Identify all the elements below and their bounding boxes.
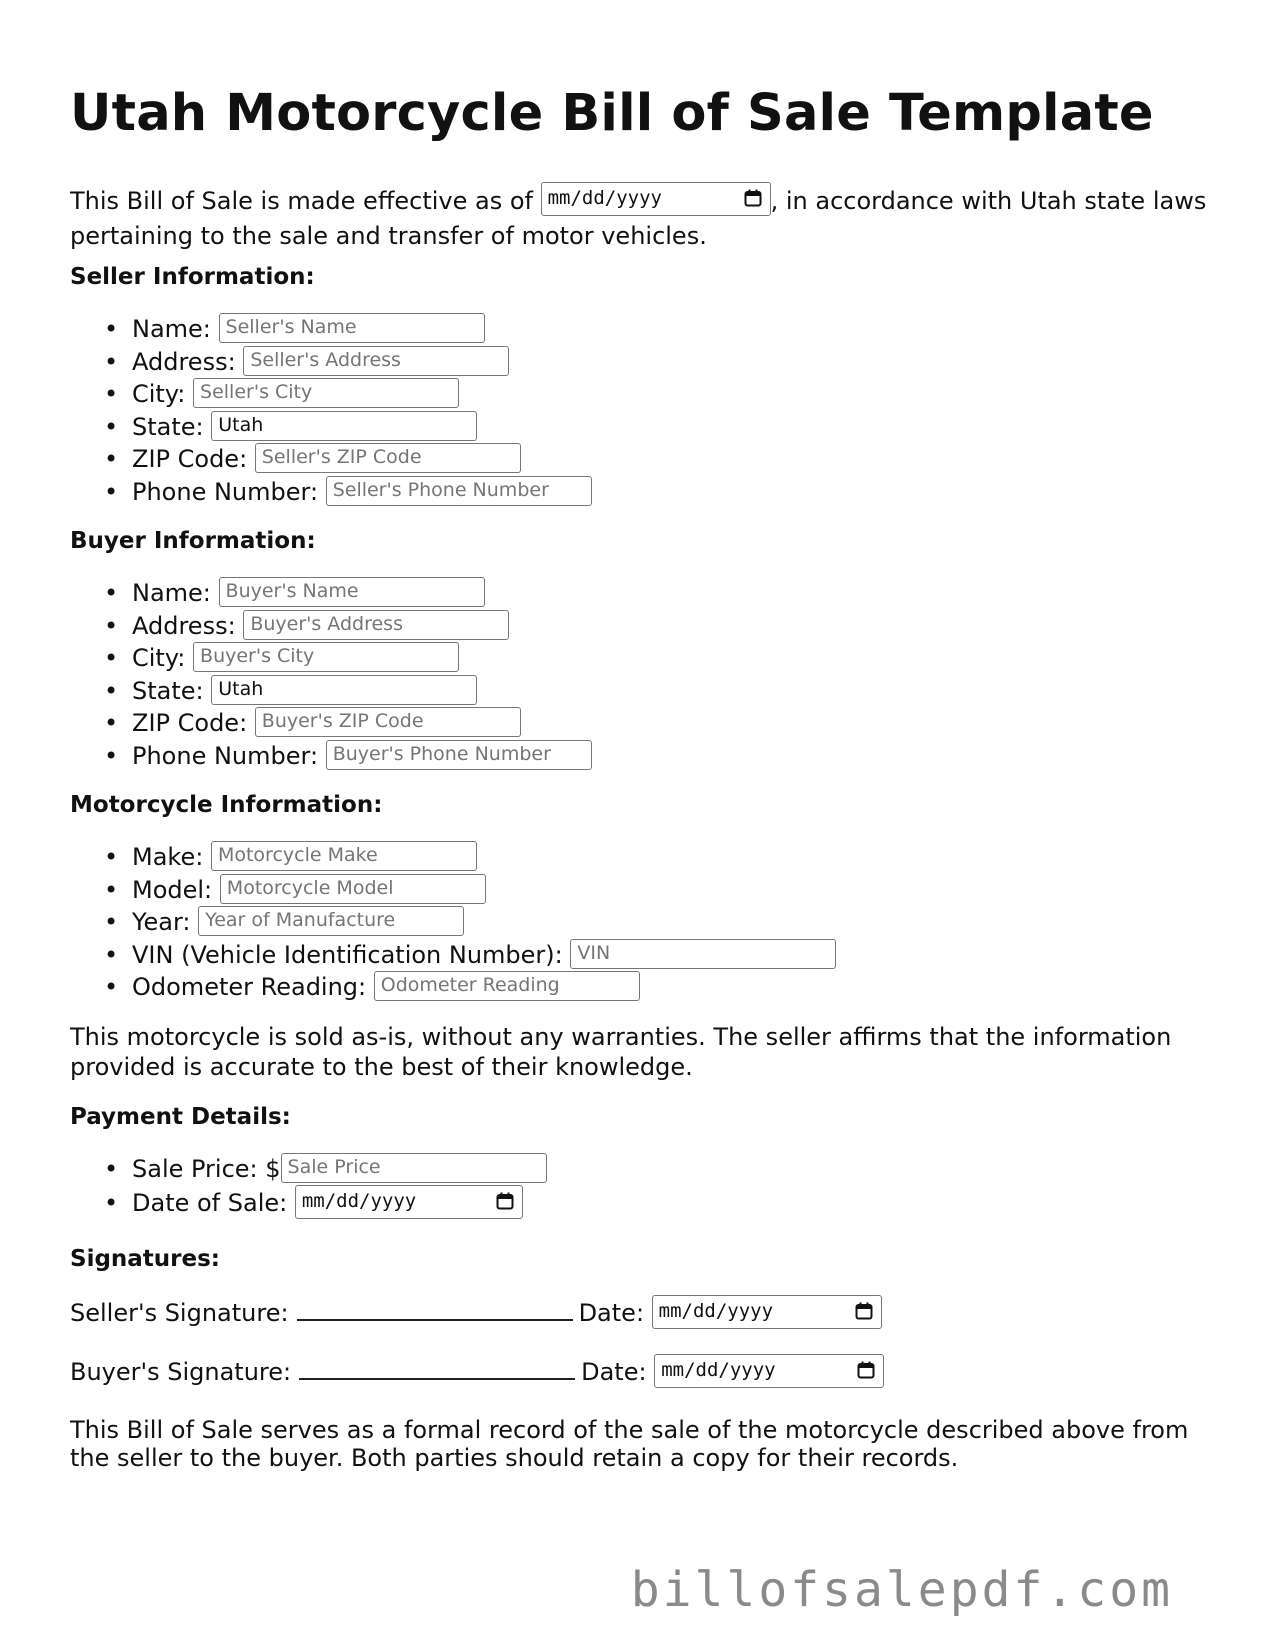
seller-date-label: Date: (578, 1299, 645, 1327)
buyer-city-row (132, 642, 592, 675)
buyer-signature-date-input[interactable] (654, 1354, 884, 1388)
as-is-paragraph: This motorcycle is sold as-is, without any warranties. The seller affirms that the information provided is accurate to the best of their knowledge. (70, 1023, 1172, 1081)
year-row (132, 906, 836, 939)
buyer-name-label: Name: (132, 579, 211, 607)
buyer-address-label: Address: (132, 611, 236, 640)
motorcycle-heading: Motorcycle Information: (70, 792, 383, 818)
seller-signature-line[interactable] (297, 1297, 573, 1321)
seller-address-input[interactable]: Seller's Address (243, 346, 509, 376)
buyer-signature-line[interactable] (299, 1356, 575, 1380)
seller-fields (70, 313, 592, 509)
intro-paragraph (70, 184, 1220, 253)
buyer-phone-input[interactable]: Buyer's Phone Number (326, 740, 592, 770)
sale-price-row (132, 1153, 547, 1186)
buyer-phone-row (132, 740, 592, 773)
seller-state-input[interactable]: Utah (211, 411, 477, 441)
vin-label: VIN (Vehicle Identification Number): (132, 940, 563, 969)
buyer-city-input[interactable]: Buyer's City (193, 642, 459, 672)
seller-city-row (132, 378, 592, 411)
date-of-sale-label: Date of Sale: (132, 1188, 288, 1217)
seller-address-label: Address: (132, 347, 236, 376)
buyer-zip-row (132, 707, 592, 740)
seller-zip-row (132, 443, 592, 476)
vin-input[interactable]: VIN (570, 939, 836, 969)
sale-price-label: Sale Price: $ (132, 1155, 281, 1183)
seller-name-label: Name: (132, 315, 211, 343)
seller-state-label: State: (132, 412, 204, 441)
seller-phone-label: Phone Number: (132, 477, 319, 506)
date-of-sale-input[interactable] (295, 1185, 523, 1219)
calendar-icon[interactable] (855, 1302, 873, 1320)
payment-heading: Payment Details: (70, 1104, 291, 1130)
seller-city-input[interactable]: Seller's City (193, 378, 459, 408)
seller-phone-input[interactable]: Seller's Phone Number (326, 476, 592, 506)
intro-text-before: This Bill of Sale is made effective as of (70, 187, 541, 215)
seller-address-row (132, 346, 592, 379)
buyer-state-row (132, 675, 592, 708)
buyer-heading: Buyer Information: (70, 528, 316, 554)
buyer-zip-input[interactable]: Buyer's ZIP Code (255, 707, 521, 737)
date-of-sale-row (132, 1186, 547, 1220)
intro-text-after: , in accordance with Utah state laws pertaining to the sale and transfer of motor vehicles. (70, 187, 1207, 250)
signatures-heading: Signatures: (70, 1246, 221, 1272)
calendar-icon[interactable] (496, 1192, 514, 1210)
seller-signature-row (70, 1297, 882, 1331)
buyer-zip-label: ZIP Code: (132, 709, 248, 738)
sale-price-input[interactable]: Sale Price (281, 1153, 547, 1183)
effective-date-input[interactable] (541, 182, 771, 216)
seller-name-input[interactable]: Seller's Name (219, 313, 485, 343)
seller-city-label: City: (132, 380, 186, 409)
motorcycle-fields (70, 841, 836, 1004)
seller-zip-label: ZIP Code: (132, 445, 248, 474)
date-of-sale-placeholder: mm/dd/yyyy (301, 1189, 417, 1212)
buyer-fields (70, 577, 592, 773)
seller-state-row (132, 411, 592, 444)
seller-signature-label: Seller's Signature: (70, 1299, 289, 1327)
make-row (132, 841, 836, 874)
vin-row (132, 939, 836, 972)
calendar-icon[interactable] (744, 189, 762, 207)
seller-zip-input[interactable]: Seller's ZIP Code (255, 443, 521, 473)
odometer-label: Odometer Reading: (132, 973, 367, 1002)
seller-name-row (132, 313, 592, 346)
seller-signature-date-input[interactable] (652, 1295, 882, 1329)
seller-heading: Seller Information: (70, 264, 315, 290)
year-label: Year: (132, 908, 191, 937)
buyer-address-input[interactable]: Buyer's Address (243, 610, 509, 640)
payment-fields (70, 1153, 547, 1220)
page-title: Utah Motorcycle Bill of Sale Template (70, 84, 1154, 143)
calendar-icon[interactable] (857, 1361, 875, 1379)
buyer-date-label: Date: (581, 1358, 647, 1386)
buyer-address-row (132, 610, 592, 643)
model-label: Model: (132, 875, 213, 904)
watermark-text: billofsalepdf.com (630, 1562, 1173, 1618)
buyer-phone-label: Phone Number: (132, 741, 319, 770)
seller-phone-row (132, 476, 592, 509)
buyer-signature-row (70, 1356, 884, 1390)
buyer-state-input[interactable]: Utah (211, 675, 477, 705)
buyer-name-row (132, 577, 592, 610)
model-row (132, 874, 836, 907)
buyer-date-placeholder: mm/dd/yyyy (661, 1359, 776, 1381)
buyer-state-label: State: (132, 676, 204, 705)
odometer-row (132, 971, 836, 1004)
effective-date-placeholder: mm/dd/yyyy (547, 187, 662, 209)
make-label: Make: (132, 843, 204, 871)
year-input[interactable]: Year of Manufacture (198, 906, 464, 936)
make-input[interactable]: Motorcycle Make (211, 841, 477, 871)
buyer-name-input[interactable]: Buyer's Name (219, 577, 485, 607)
buyer-city-label: City: (132, 644, 186, 673)
odometer-input[interactable]: Odometer Reading (374, 971, 640, 1001)
buyer-signature-label: Buyer's Signature: (70, 1358, 292, 1386)
model-input[interactable]: Motorcycle Model (220, 874, 486, 904)
closing-paragraph: This Bill of Sale serves as a formal record of the sale of the motorcycle described above from the seller to the buyer. Both parties should retain a copy for their records. (70, 1416, 1189, 1472)
seller-date-placeholder: mm/dd/yyyy (658, 1300, 774, 1322)
